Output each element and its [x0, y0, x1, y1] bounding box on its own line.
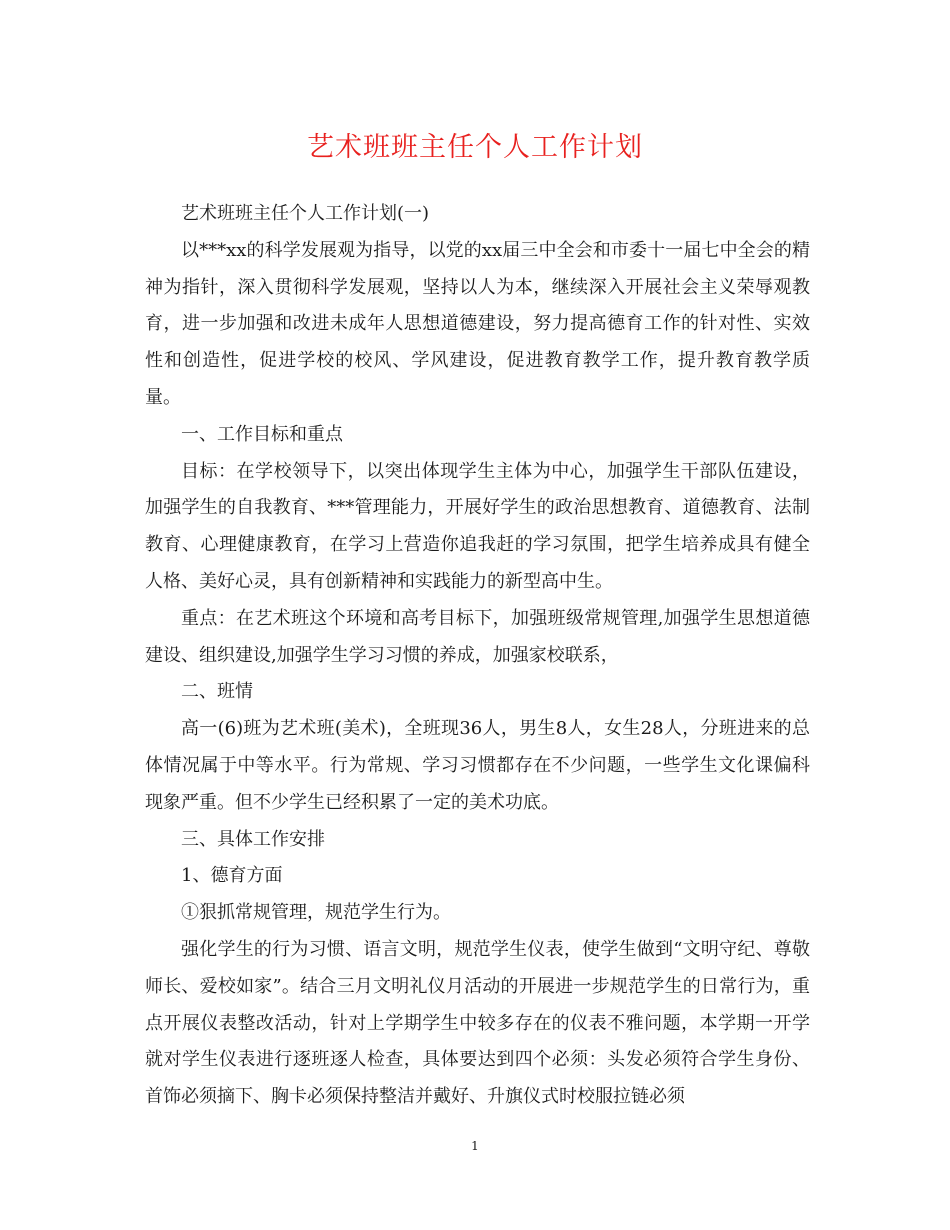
- item-heading-routine-management: ①狠抓常规管理，规范学生行为。: [181, 902, 451, 924]
- page-number: 1: [471, 1139, 479, 1153]
- subsection-heading-moral-education: 1、德育方面: [181, 865, 283, 887]
- routine-management-paragraph: 强化学生的行为习惯、语言文明，规范学生仪表，使学生做到“文明守纪、尊敬师长、爱校如家”。结合三月文明礼仪月活动的开展进一步规范学生的日常行为，重点开展仪表整改活动，针对上学期学生中较多存在的仪表不雅问题，本学期一开学就对学生仪表进行逐班逐人检查，具体要达到四个必须：头发必须符合学生身份、首饰必须摘下、胸卡必须保持整洁并戴好、升旗仪式时校服拉链必须: [145, 938, 810, 1108]
- intro-paragraph: 以***xx的科学发展观为指导，以党的xx届三中全会和市委十一届七中全会的精神为指针，深入贯彻科学发展观，坚持以人为本，继续深入开展社会主义荣辱观教育，进一步加强和改进未成年人思想道德建设，努力提高德育工作的针对性、实效性和创造性，促进学校的校风、学风建设，促进教育教学工作，提升教育教学质量。: [145, 239, 810, 408]
- goals-paragraph: 目标：在学校领导下，以突出体现学生主体为中心，加强学生干部队伍建设，加强学生的自我教育、***管理能力，开展好学生的政治思想教育、道德教育、法制教育、心理健康教育，在学习上营造你追我赶的学习氛围，把学生培养成具有健全人格、美好心灵，具有创新精神和实践能力的新型高中生。: [145, 460, 810, 592]
- section-heading-work-plan: 三、具体工作安排: [181, 828, 325, 850]
- class-status-paragraph: 高一(6)班为艺术班(美术)，全班现36人，男生8人，女生28人，分班进来的总体情况属于中等水平。行为常规、学习习惯都存在不少问题，一些学生文化课偏科现象严重。但不少学生已经积累了一定的美术功底。: [145, 718, 810, 813]
- section-heading-class-status: 二、班情: [181, 681, 253, 703]
- document-title: 艺术班班主任个人工作计划: [307, 132, 643, 163]
- focus-paragraph: 重点：在艺术班这个环境和高考目标下，加强班级常规管理,加强学生思想道德建设、组织建设,加强学生学习习惯的养成，加强家校联系，: [145, 607, 810, 666]
- subtitle-paragraph: 艺术班班主任个人工作计划(一): [181, 203, 430, 224]
- section-heading-goals: 一、工作目标和重点: [181, 423, 343, 445]
- document-body: [145, 196, 810, 1116]
